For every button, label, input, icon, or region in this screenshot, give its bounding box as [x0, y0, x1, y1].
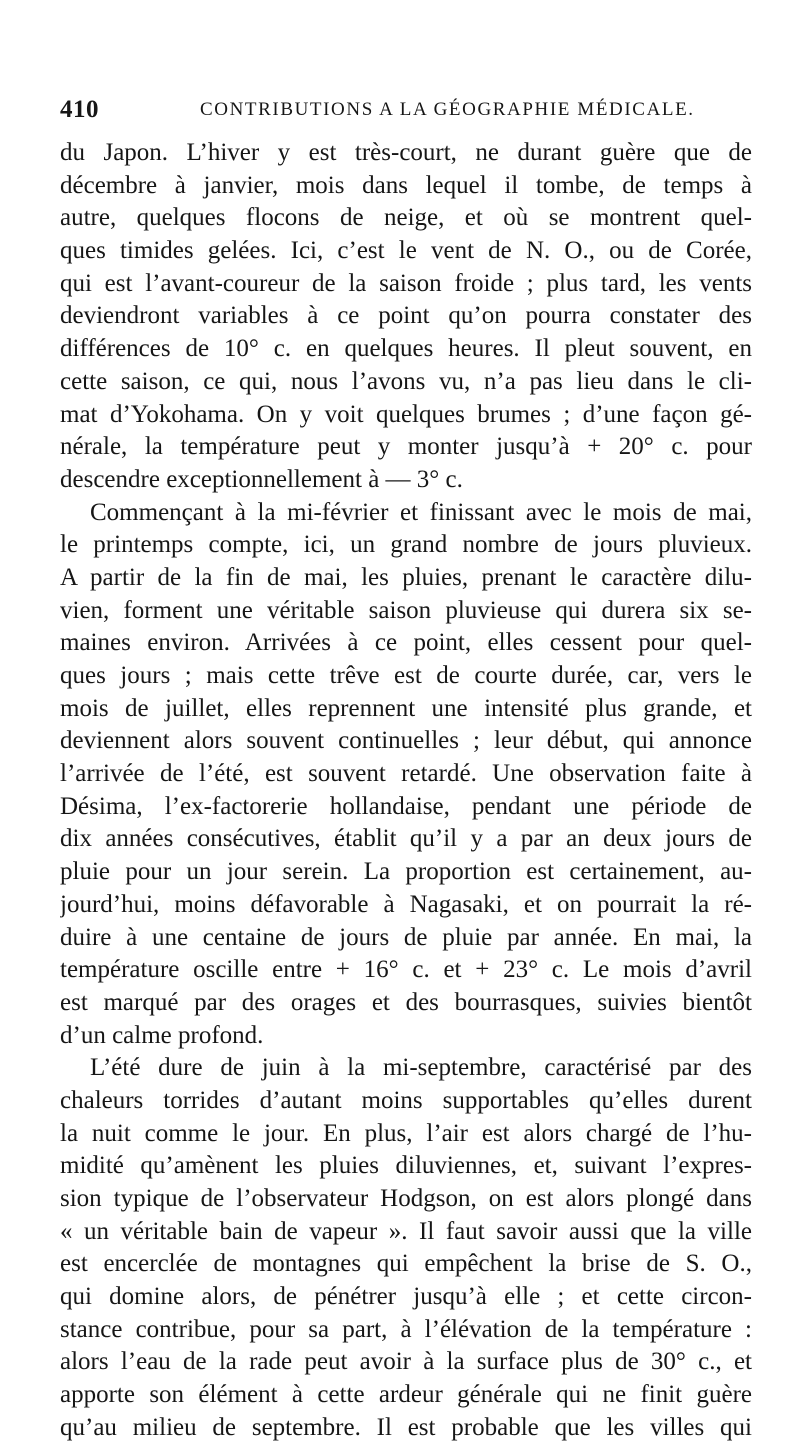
text-line: duire à une centaine de jours de pluie par année. En mai, la	[60, 923, 752, 951]
text-line: « un véritable bain de vapeur ». Il faut savoir aussi que la ville	[60, 1217, 752, 1245]
text-line: L’été dure de juin à la mi-septembre, caractérisé par des	[90, 1054, 752, 1082]
text-line: sion typique de l’observateur Hodgson, on est alors plongé dans	[60, 1185, 752, 1212]
text-line: mat d’Yokohama. On y voit quelques brumes ; d’une façon gé-	[60, 400, 752, 428]
page-number: 410	[60, 96, 99, 123]
text-line: midité qu’amènent les pluies diluviennes, et, suivant l’expres-	[60, 1152, 752, 1180]
text-line: descendre exceptionnellement à — 3° c.	[60, 465, 463, 493]
text-line: chaleurs torrides d’autant moins supportables qu’elles durent	[60, 1086, 752, 1114]
text-line: du Japon. L’hiver y est très-court, ne durant guère que de	[60, 139, 752, 166]
text-line: apporte son élément à cette ardeur générale qui ne finit guère	[60, 1381, 752, 1409]
text-line: alors l’eau de la rade peut avoir à la surface plus de 30° c., et	[60, 1348, 752, 1376]
text-line: d’un calme profond.	[60, 1021, 264, 1049]
text-line: dix années consécutives, établit qu’il y a par an deux jours de	[60, 825, 752, 853]
text-line: le printemps compte, ici, un grand nombre de jours pluvieux.	[60, 531, 752, 559]
text-line: nérale, la température peut y monter jusqu’à + 20° c. pour	[60, 433, 752, 461]
text-line: autre, quelques flocons de neige, et où se montrent quel-	[60, 204, 752, 232]
running-title: CONTRIBUTIONS A LA GÉOGRAPHIE MÉDICALE.	[200, 99, 695, 120]
text-line: Commençant à la mi-février et finissant avec le mois de mai,	[90, 498, 752, 526]
text-line: stance contribue, pour sa part, à l’élévation de la température :	[60, 1315, 752, 1343]
text-line: qui est l’avant-coureur de la saison froide ; plus tard, les vents	[60, 269, 752, 297]
text-line: cette saison, ce qui, nous l’avons vu, n’a pas lieu dans le cli-	[60, 367, 752, 395]
text-line: Désima, l’ex-factorerie hollandaise, pendant une période de	[60, 792, 752, 820]
text-line: deviennent alors souvent continuelles ; leur début, qui annonce	[60, 727, 752, 755]
text-line: est encerclée de montagnes qui empêchent la brise de S. O.,	[60, 1250, 752, 1278]
text-line: jourd’hui, moins défavorable à Nagasaki, et on pourrait la ré-	[60, 890, 752, 918]
text-line: différences de 10° c. en quelques heures. Il pleut souvent, en	[60, 335, 752, 363]
text-line: décembre à janvier, mois dans lequel il tombe, de temps à	[60, 171, 752, 199]
text-line: deviendront variables à ce point qu’on pourra constater des	[60, 302, 752, 330]
body-text	[60, 137, 752, 1445]
text-line: est marqué par des orages et des bourrasques, suivies bientôt	[60, 988, 752, 1016]
text-line: qui domine alors, de pénétrer jusqu’à elle ; et cette circon-	[60, 1283, 752, 1311]
text-line: pluie pour un jour serein. La proportion est certainement, au-	[60, 858, 752, 886]
text-line: ques jours ; mais cette trêve est de courte durée, car, vers le	[60, 662, 752, 689]
text-line: l’arrivée de l’été, est souvent retardé. Une observation faite à	[60, 760, 752, 788]
text-line: la nuit comme le jour. En plus, l’air est alors chargé de l’hu-	[60, 1119, 752, 1147]
text-line: maines environ. Arrivées à ce point, elles cessent pour quel-	[60, 629, 752, 657]
text-line: qu’au milieu de septembre. Il est probable que les villes qui	[60, 1413, 752, 1441]
text-line: vien, forment une véritable saison pluvieuse qui durera six se-	[60, 596, 752, 624]
text-line: ques timides gelées. Ici, c’est le vent de N. O., ou de Corée,	[60, 237, 752, 265]
text-line: température oscille entre + 16° c. et + 23° c. Le mois d’avril	[60, 956, 752, 984]
text-line: A partir de la fin de mai, les pluies, prenant le caractère dilu-	[60, 563, 752, 591]
running-header	[60, 96, 750, 130]
text-line: mois de juillet, elles reprennent une intensité plus grande, et	[60, 694, 752, 722]
